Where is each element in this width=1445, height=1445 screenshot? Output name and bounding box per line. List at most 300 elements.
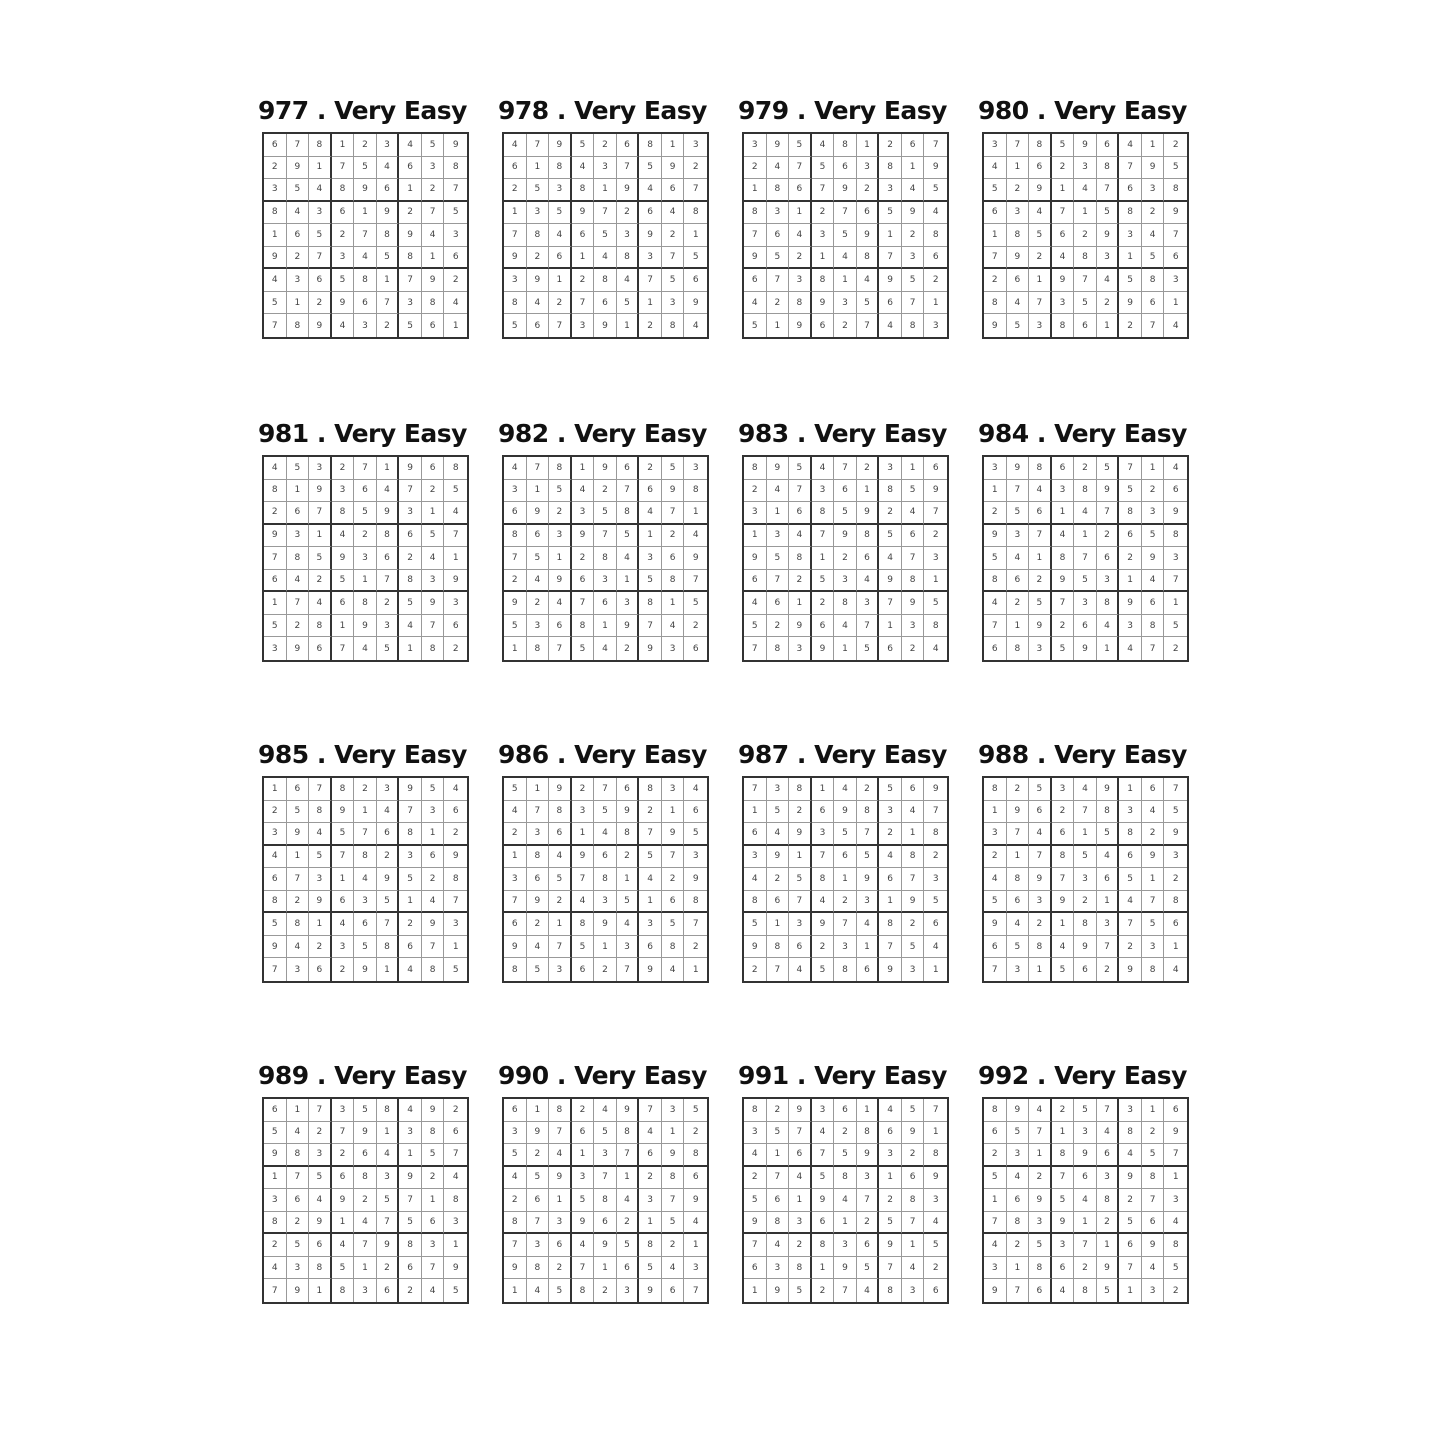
sudoku-cell: 4 [984,868,1007,891]
sudoku-cell: 1 [422,502,445,525]
sudoku-cell: 7 [902,1212,925,1235]
sudoku-cell: 6 [879,1122,902,1145]
sudoku-puzzle [258,1059,498,1296]
sudoku-cell: 9 [812,913,835,936]
sudoku-cell: 1 [857,134,880,157]
sudoku-cell: 4 [857,570,880,593]
sudoku-cell: 9 [767,457,790,480]
sudoku-cell: 1 [549,913,572,936]
sudoku-cell: 8 [617,502,640,525]
sudoku-cell: 8 [1097,157,1120,180]
sudoku-cell: 7 [549,314,572,337]
sudoku-cell: 8 [1142,269,1165,292]
sudoku-cell: 1 [332,134,355,157]
sudoku-cell: 8 [572,615,595,638]
sudoku-cell: 9 [264,247,287,270]
sudoku-puzzle [498,1059,738,1296]
sudoku-cell: 9 [879,958,902,981]
sudoku-cell: 8 [767,179,790,202]
sudoku-cell: 8 [309,801,332,824]
sudoku-cell: 9 [767,1279,790,1302]
sudoku-cell: 8 [594,868,617,891]
sudoku-cell: 6 [902,134,925,157]
sudoku-cell: 5 [812,157,835,180]
sudoku-cell: 9 [1164,823,1187,846]
sudoku-cell: 6 [264,1099,287,1122]
sudoku-cell: 4 [399,615,422,638]
sudoku-cell: 5 [309,547,332,570]
sudoku-cell: 7 [287,868,310,891]
sudoku-cell: 2 [309,570,332,593]
sudoku-cell: 9 [1074,134,1097,157]
sudoku-cell: 2 [594,134,617,157]
sudoku-cell: 3 [789,269,812,292]
sudoku-cell: 8 [1097,801,1120,824]
sudoku-cell: 3 [287,1257,310,1280]
sudoku-cell: 3 [332,936,355,959]
sudoku-cell: 2 [1074,224,1097,247]
sudoku-cell: 5 [857,1257,880,1280]
sudoku-cell: 4 [812,134,835,157]
sudoku-cell: 6 [1119,525,1142,548]
sudoku-cell: 3 [527,1234,550,1257]
sudoku-cell: 9 [924,1167,947,1190]
sudoku-cell: 4 [879,846,902,869]
sudoku-cell: 3 [684,846,707,869]
sudoku-cell: 4 [1119,637,1142,660]
puzzle-title: 992 . Very Easy [978,1061,1187,1090]
sudoku-cell: 2 [662,1234,685,1257]
sudoku-cell: 7 [399,801,422,824]
sudoku-cell: 8 [399,823,422,846]
sudoku-cell: 4 [444,292,467,315]
sudoku-grid [502,132,709,339]
sudoku-cell: 6 [924,247,947,270]
sudoku-cell: 4 [684,525,707,548]
sudoku-cell: 2 [744,480,767,503]
sudoku-cell: 8 [287,1144,310,1167]
sudoku-cell: 7 [504,547,527,570]
sudoku-cell: 8 [549,457,572,480]
sudoku-cell: 2 [399,913,422,936]
sudoku-grid [262,455,469,662]
sudoku-cell: 7 [662,846,685,869]
sudoku-cell: 5 [1007,1122,1030,1145]
sudoku-cell: 5 [1007,502,1030,525]
sudoku-cell: 5 [377,891,400,914]
sudoku-cell: 7 [1074,801,1097,824]
sudoku-cell: 2 [422,179,445,202]
sudoku-cell: 1 [399,179,422,202]
sudoku-cell: 8 [879,157,902,180]
sudoku-cell: 8 [617,247,640,270]
sudoku-cell: 3 [527,615,550,638]
sudoku-cell: 7 [264,1279,287,1302]
sudoku-cell: 7 [594,1167,617,1190]
sudoku-cell: 6 [767,891,790,914]
sudoku-cell: 1 [1119,778,1142,801]
sudoku-cell: 5 [572,1189,595,1212]
sudoku-cell: 9 [504,936,527,959]
sudoku-cell: 1 [444,936,467,959]
sudoku-cell: 7 [812,179,835,202]
sudoku-cell: 5 [857,637,880,660]
sudoku-cell: 4 [1142,570,1165,593]
sudoku-cell: 6 [639,936,662,959]
sudoku-cell: 1 [1142,868,1165,891]
sudoku-cell: 6 [1074,958,1097,981]
sudoku-cell: 6 [812,314,835,337]
sudoku-cell: 1 [1119,570,1142,593]
sudoku-cell: 5 [879,202,902,225]
sudoku-cell: 2 [1142,1122,1165,1145]
sudoku-cell: 9 [1052,1212,1075,1235]
sudoku-cell: 9 [332,547,355,570]
sudoku-cell: 3 [857,1167,880,1190]
sudoku-cell: 1 [1007,846,1030,869]
sudoku-grid [742,455,949,662]
sudoku-cell: 7 [1074,1234,1097,1257]
sudoku-cell: 7 [1164,1144,1187,1167]
sudoku-cell: 6 [1029,1279,1052,1302]
sudoku-cell: 2 [984,269,1007,292]
sudoku-cell: 6 [639,1144,662,1167]
sudoku-cell: 9 [549,1167,572,1190]
sudoku-cell: 1 [1097,314,1120,337]
sudoku-cell: 2 [639,457,662,480]
sudoku-cell: 9 [399,1167,422,1190]
puzzle-title: 978 . Very Easy [498,96,707,125]
sudoku-cell: 6 [834,480,857,503]
sudoku-cell: 1 [617,570,640,593]
sudoku-cell: 1 [1074,525,1097,548]
sudoku-cell: 6 [767,592,790,615]
sudoku-cell: 8 [984,292,1007,315]
sudoku-cell: 8 [572,1279,595,1302]
sudoku-cell: 3 [834,1234,857,1257]
sudoku-cell: 9 [399,457,422,480]
sudoku-cell: 6 [932,1285,939,1296]
sudoku-cell: 7 [684,570,707,593]
sudoku-cell: 3 [684,457,707,480]
sudoku-cell: 6 [1074,314,1097,337]
sudoku-cell: 1 [594,1257,617,1280]
sudoku-cell: 2 [924,269,947,292]
sudoku-cell: 5 [309,224,332,247]
sudoku-cell: 6 [572,958,595,981]
sudoku-cell: 3 [617,936,640,959]
sudoku-cell: 1 [812,247,835,270]
sudoku-cell: 9 [662,823,685,846]
sudoku-cell: 4 [1119,891,1142,914]
sudoku-cell: 7 [354,1234,377,1257]
sudoku-cell: 8 [287,314,310,337]
sudoku-cell: 3 [924,547,947,570]
sudoku-cell: 3 [1029,314,1052,337]
sudoku-cell: 7 [879,1257,902,1280]
sudoku-cell: 9 [444,846,467,869]
sudoku-cell: 1 [1007,615,1030,638]
sudoku-cell: 2 [684,157,707,180]
sudoku-cell: 6 [1052,224,1075,247]
sudoku-cell: 1 [1074,823,1097,846]
sudoku-cell: 8 [549,801,572,824]
sudoku-cell: 2 [264,1234,287,1257]
sudoku-cell: 9 [834,179,857,202]
sudoku-cell: 5 [572,637,595,660]
sudoku-cell: 1 [812,1257,835,1280]
sudoku-cell: 3 [549,1212,572,1235]
sudoku-cell: 4 [834,615,857,638]
sudoku-cell: 7 [1007,480,1030,503]
sudoku-cell: 6 [812,801,835,824]
sudoku-cell: 1 [354,1257,377,1280]
sudoku-cell: 2 [309,292,332,315]
sudoku-cell: 4 [1097,846,1120,869]
sudoku-cell: 5 [662,269,685,292]
sudoku-cell: 1 [744,179,767,202]
sudoku-cell: 8 [332,1279,355,1302]
sudoku-cell: 8 [309,615,332,638]
sudoku-cell: 4 [879,314,902,337]
sudoku-cell: 4 [684,778,707,801]
sudoku-cell: 7 [902,868,925,891]
sudoku-cell: 1 [354,801,377,824]
sudoku-cell: 8 [879,913,902,936]
sudoku-cell: 9 [332,801,355,824]
sudoku-cell: 8 [984,570,1007,593]
sudoku-cell: 1 [1052,179,1075,202]
sudoku-grid [502,455,709,662]
sudoku-cell: 4 [377,801,400,824]
sudoku-cell: 7 [1164,778,1187,801]
sudoku-cell: 4 [902,801,925,824]
sudoku-cell: 4 [767,1234,790,1257]
sudoku-cell: 6 [594,592,617,615]
sudoku-cell: 4 [572,157,595,180]
sudoku-cell: 9 [422,913,445,936]
sudoku-cell: 3 [399,846,422,869]
sudoku-cell: 3 [1074,157,1097,180]
sudoku-cell: 5 [1142,1144,1165,1167]
sudoku-cell: 7 [1164,224,1187,247]
sudoku-cell: 2 [857,1212,880,1235]
sudoku-cell: 5 [924,891,947,914]
sudoku-cell: 2 [594,480,617,503]
sudoku-cell: 3 [744,846,767,869]
sudoku-cell: 8 [617,1122,640,1145]
sudoku-cell: 9 [1074,936,1097,959]
sudoku-cell: 4 [984,592,1007,615]
sudoku-cell: 8 [902,314,925,337]
sudoku-cell: 6 [857,958,880,981]
sudoku-cell: 6 [572,224,595,247]
sudoku-cell: 8 [857,247,880,270]
sudoku-cell: 6 [422,1212,445,1235]
sudoku-cell: 5 [1074,846,1097,869]
sudoku-cell: 5 [744,314,767,337]
sudoku-cell: 3 [789,913,812,936]
sudoku-cell: 5 [422,134,445,157]
sudoku-cell: 4 [422,1279,445,1302]
sudoku-puzzle [738,417,978,654]
sudoku-cell: 7 [789,891,812,914]
sudoku-cell: 1 [684,224,707,247]
sudoku-cell: 8 [422,1122,445,1145]
sudoku-cell: 9 [1119,292,1142,315]
sudoku-cell: 2 [1052,1099,1075,1122]
sudoku-cell: 7 [1052,592,1075,615]
sudoku-cell: 8 [264,891,287,914]
sudoku-cell: 4 [264,1257,287,1280]
sudoku-cell: 4 [1142,801,1165,824]
sudoku-cell: 7 [684,179,707,202]
sudoku-cell: 5 [332,823,355,846]
sudoku-cell: 6 [1007,1189,1030,1212]
sudoku-cell: 7 [834,913,857,936]
sudoku-cell: 4 [332,525,355,548]
sudoku-cell: 4 [444,502,467,525]
sudoku-cell: 9 [354,179,377,202]
sudoku-cell: 2 [767,615,790,638]
sudoku-cell: 9 [444,134,467,157]
sudoku-cell: 9 [834,525,857,548]
sudoku-grid [262,132,469,339]
sudoku-cell: 7 [1052,1167,1075,1190]
sudoku-cell: 7 [924,134,947,157]
sudoku-cell: 4 [924,936,947,959]
sudoku-cell: 3 [399,1122,422,1145]
sudoku-cell: 2 [834,1122,857,1145]
sudoku-cell: 6 [767,1189,790,1212]
sudoku-cell: 5 [767,801,790,824]
sudoku-cell: 5 [789,134,812,157]
sudoku-cell: 5 [1097,1279,1120,1302]
sudoku-cell: 9 [399,778,422,801]
sudoku-cell: 4 [1119,1144,1142,1167]
sudoku-cell: 7 [984,247,1007,270]
sudoku-cell: 5 [879,1212,902,1235]
sudoku-cell: 4 [1007,547,1030,570]
sudoku-cell: 7 [549,936,572,959]
sudoku-cell: 9 [1164,502,1187,525]
sudoku-cell: 6 [287,502,310,525]
sudoku-cell: 8 [984,1099,1007,1122]
sudoku-cell: 2 [662,525,685,548]
sudoku-cell: 4 [1029,202,1052,225]
sudoku-cell: 3 [1052,292,1075,315]
sudoku-cell: 2 [789,570,812,593]
sudoku-cell: 3 [744,1122,767,1145]
puzzle-title: 990 . Very Easy [498,1061,707,1090]
sudoku-cell: 3 [662,1099,685,1122]
sudoku-cell: 7 [1097,1099,1120,1122]
sudoku-cell: 2 [767,868,790,891]
sudoku-cell: 2 [1052,157,1075,180]
sudoku-cell: 9 [444,1257,467,1280]
sudoku-cell: 6 [504,913,527,936]
sudoku-cell: 7 [594,778,617,801]
sudoku-cell: 9 [984,913,1007,936]
sudoku-cell: 2 [504,1189,527,1212]
sudoku-cell: 5 [1029,224,1052,247]
sudoku-cell: 2 [594,958,617,981]
sudoku-cell: 2 [684,936,707,959]
sudoku-cell: 8 [1164,1234,1187,1257]
sudoku-cell: 8 [1119,202,1142,225]
sudoku-cell: 7 [1119,913,1142,936]
sudoku-cell: 7 [789,157,812,180]
sudoku-cell: 1 [422,823,445,846]
sudoku-cell: 1 [744,801,767,824]
sudoku-cell: 8 [444,457,467,480]
sudoku-cell: 6 [1164,1099,1187,1122]
sudoku-cell: 3 [617,592,640,615]
sudoku-puzzle [498,94,738,331]
sudoku-cell: 9 [617,801,640,824]
sudoku-cell: 3 [1007,525,1030,548]
sudoku-cell: 7 [399,269,422,292]
sudoku-cell: 6 [527,1189,550,1212]
sudoku-cell: 5 [902,269,925,292]
sudoku-cell: 6 [527,868,550,891]
sudoku-cell: 8 [662,1167,685,1190]
sudoku-cell: 3 [572,1167,595,1190]
sudoku-cell: 6 [984,202,1007,225]
sudoku-cell: 6 [639,480,662,503]
sudoku-cell: 1 [1097,637,1120,660]
sudoku-cell: 7 [377,913,400,936]
sudoku-cell: 5 [594,224,617,247]
sudoku-cell: 1 [287,1099,310,1122]
sudoku-cell: 6 [1052,1257,1075,1280]
sudoku-cell: 3 [1119,224,1142,247]
sudoku-cell: 6 [879,637,902,660]
sudoku-cell: 7 [744,224,767,247]
sudoku-cell: 6 [287,778,310,801]
sudoku-cell: 2 [617,1212,640,1235]
sudoku-cell: 9 [684,292,707,315]
sudoku-cell: 6 [572,1122,595,1145]
sudoku-cell: 5 [1164,801,1187,824]
sudoku-cell: 9 [812,292,835,315]
sudoku-cell: 9 [617,179,640,202]
sudoku-cell: 1 [504,1279,527,1302]
sudoku-cell: 8 [399,570,422,593]
sudoku-cell: 8 [549,157,572,180]
sudoku-cell: 9 [549,570,572,593]
sudoku-cell: 7 [1164,570,1187,593]
sudoku-cell: 1 [1007,157,1030,180]
sudoku-cell: 6 [309,637,332,660]
sudoku-cell: 1 [572,1144,595,1167]
sudoku-cell: 9 [924,157,947,180]
sudoku-cell: 8 [1142,1167,1165,1190]
sudoku-cell: 3 [287,525,310,548]
sudoku-cell: 7 [287,1167,310,1190]
sudoku-cell: 7 [744,637,767,660]
sudoku-cell: 2 [264,801,287,824]
sudoku-cell: 2 [399,547,422,570]
sudoku-cell: 6 [1052,823,1075,846]
sudoku-cell: 4 [1052,247,1075,270]
sudoku-puzzle [978,738,1218,975]
sudoku-cell: 5 [422,778,445,801]
sudoku-cell: 2 [264,157,287,180]
sudoku-cell: 1 [932,964,939,975]
sudoku-cell: 7 [684,913,707,936]
sudoku-cell: 6 [1074,1167,1097,1190]
